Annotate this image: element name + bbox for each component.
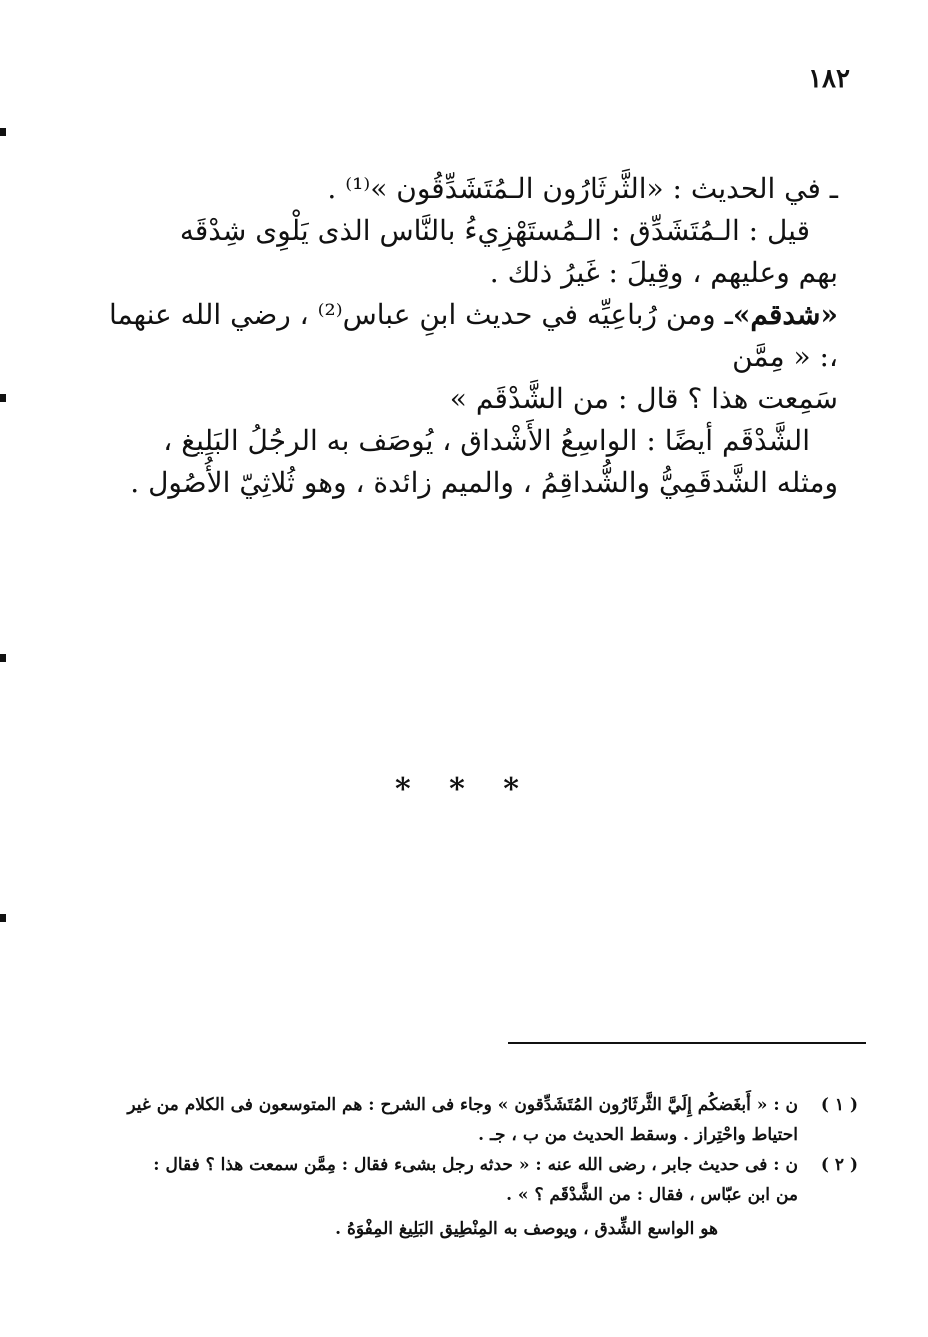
text-line: قيل : الـمُتَشَدِّق : الـمُستَهْزِيءُ بالنَّاس الذى يَلْوِى شِدْقَه	[179, 214, 810, 247]
text-line: بهم وعليهم ، وقِيلَ : غَيرُ ذلك .	[489, 256, 838, 289]
margin-mark	[0, 914, 6, 922]
footnote-rule	[508, 1042, 866, 1044]
margin-mark	[0, 654, 6, 662]
footnote-line: ن : « أَبغَضكُم إِلَيَّ الثَّرثَارُون المُتَشَدِّقون » وجاء فى الشرح : هم المتوسعون فى الكلام من غير	[127, 1095, 798, 1115]
footnote-line: هو الواسع الشِّدق ، ويوصف به المِنْطِيق البَلِيغ المِفْوَهُ .	[335, 1219, 718, 1239]
footnotes	[98, 1090, 858, 1244]
footnote-line: ن : فى حديث جابر ، رضى الله عنه : « حدثه رجل بشىء فقال : مِمَّن سمعت هذا ؟ فقال :	[153, 1155, 798, 1175]
footnote-1	[98, 1090, 858, 1150]
footnote-number: ( ١ )	[820, 1095, 858, 1115]
footnote-line: من ابن عبّاس ، فقال : من الشَّدْقَم ؟ » .	[506, 1185, 798, 1205]
text-line: ـ ومن رُباعِيِّه في حديث ابنِ عباس⁽²⁾ ، رضي الله عنهما ،: « مِمَّن	[108, 298, 838, 373]
entry-line	[108, 294, 838, 378]
text-line: ـ في الحديث : «الثَّرثَارُون الـمُتَشَدِّقُون »⁽¹⁾ .	[327, 172, 838, 205]
text-line: سَمِعت هذا ؟ قال : من الشَّدْقَم »	[449, 382, 838, 415]
text-line: الشَّدْقَم أيضًا : الواسِعُ الأَشْداق ، يُوصَف به الرجُلُ البَلِيغ ،	[163, 424, 810, 457]
footnote-line: احتياط واحْتِراز . وسقط الحديث من ب ، جـ .	[478, 1125, 798, 1145]
entry-headword: «شدقم»	[732, 298, 838, 331]
section-separator: * * *	[395, 772, 533, 807]
margin-mark	[0, 128, 6, 136]
margin-mark	[0, 394, 6, 402]
main-text	[108, 168, 838, 504]
text-line: ومثله الشَّدقَمِيُّ والشُّداقِمُ ، والميم زائدة ، وهو ثُلاثِيّ الأُصُول .	[130, 466, 838, 499]
footnote-number: ( ٢ )	[820, 1155, 858, 1175]
footnote-2	[98, 1150, 858, 1244]
page-number: ١٨٢	[808, 64, 850, 94]
